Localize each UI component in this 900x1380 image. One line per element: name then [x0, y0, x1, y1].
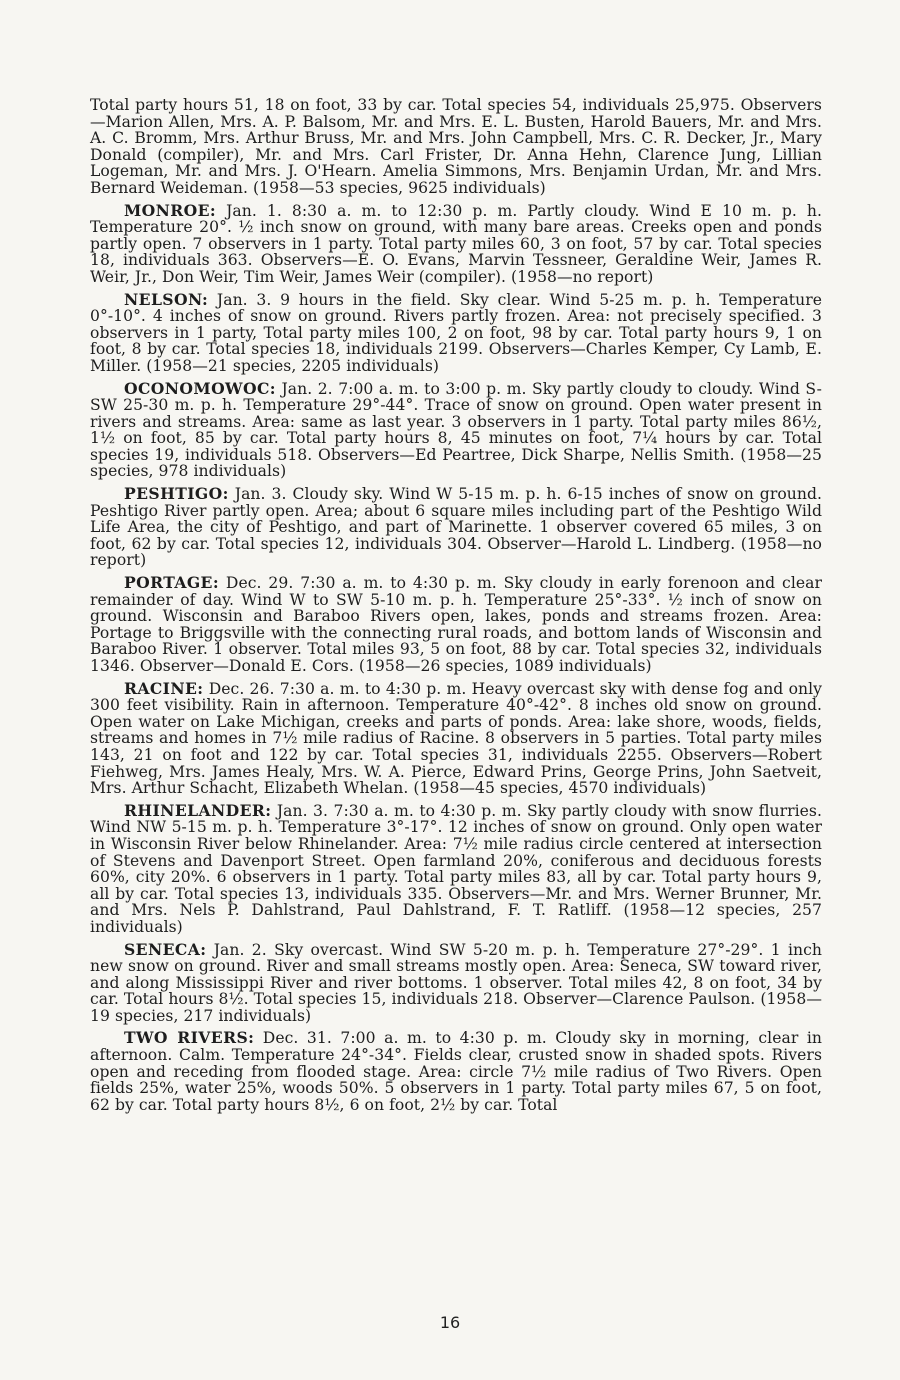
location-heading: TWO RIVERS:	[124, 1028, 255, 1048]
paragraph-monroe	[90, 200, 822, 286]
location-heading: RHINELANDER:	[124, 800, 272, 820]
location-heading: RACINE:	[124, 678, 204, 698]
paragraph-peshtigo	[90, 486, 822, 569]
paragraph-continuation	[90, 97, 822, 197]
location-heading: OCONOMOWOC:	[124, 378, 276, 398]
paragraph-text: Jan. 2. 7:00 a. m. to 3:00 p. m. Sky partly cloudy to cloudy. Wind S-SW 25-30 m. p. h. Temperature 29°-44°. Trace of snow on ground. Open water present in rivers and streams. Area: same as last year. 3 observers in 1 party. Total party miles 86½, 1½ on foot, 85 by car. Total party hours 8, 45 minutes on foot, 7¼ hours by car. Total species 19, individuals 518. Observers—Ed Peartree, Dick Sharpe, Nellis Smith. (1958—25 species, 978 individuals)	[90, 379, 822, 481]
location-heading: PESHTIGO:	[124, 484, 229, 504]
paragraph-portage	[90, 575, 822, 675]
paragraph-text: Jan. 3. Cloudy sky. Wind W 5-15 m. p. h. 6-15 inches of snow on ground. Peshtigo River partly open. Area; about 6 square miles including part of the Peshtigo Wild Life Area, the city of Peshtigo, and part of Marinette. 1 observer covered 65 miles, 3 on foot, 62 by car. Total species 12, individuals 304. Observer—Harold L. Lindberg. (1958—no report)	[90, 485, 822, 570]
paragraph-two-rivers	[90, 1030, 822, 1113]
paragraph-oconomowoc	[90, 378, 822, 481]
paragraph-text: Dec. 31. 7:00 a. m. to 4:30 p. m. Cloudy sky in morning, clear in afternoon. Calm. Temperature 24°-34°. Fields clear, crusted snow in shaded spots. Rivers open and receding from flooded stage. Area: circle 7½ mile radius of Two Rivers. Open fields 25%, water 25%, woods 50%. 5 observers in 1 party. Total party miles 67, 5 on foot, 62 by car. Total party hours 8½, 6 on foot, 2½ by car. Total	[90, 1029, 822, 1114]
location-heading: MONROE:	[124, 200, 217, 220]
paragraph-seneca	[90, 939, 822, 1025]
paragraph-nelson	[90, 289, 822, 375]
paragraph-text: Jan. 1. 8:30 a. m. to 12:30 p. m. Partly cloudy. Wind E 10 m. p. h. Temperature 20°. ½ inch snow on ground, with many bare areas. Creeks open and ponds partly open. 7 observers in 1 party. Total party miles 60, 3 on foot, 57 by car. Total species 18, individuals 363. Observers—E. O. Evans, Marvin Tessneer, Geraldine Weir, James R. Weir, Jr., Don Weir, Tim Weir, James Weir (compiler). (1958—no report)	[90, 201, 822, 286]
paragraph-rhinelander	[90, 800, 822, 936]
paragraph-text: Dec. 26. 7:30 a. m. to 4:30 p. m. Heavy overcast sky with dense fog and only 300 feet visibility. Rain in afternoon. Temperature 40°-42°. 8 inches old snow on ground. Open water on Lake Michigan, creeks and parts of ponds. Area: lake shore, woods, fields, streams and homes in 7½ mile radius of Racine. 8 observers in 5 parties. Total party miles 143, 21 on foot and 122 by car. Total species 31, individuals 2255. Observers—Robert Fiehweg, Mrs. James Healy, Mrs. W. A. Pierce, Edward Prins, George Prins, John Saetveit, Mrs. Arthur Schacht, Elizabeth Whelan. (1958—45 species, 4570 individuals)	[90, 679, 822, 798]
location-heading: PORTAGE:	[124, 573, 220, 593]
location-heading: NELSON:	[124, 289, 209, 309]
paragraph-racine	[90, 678, 822, 798]
paragraph-text: Jan. 3. 7:30 a. m. to 4:30 p. m. Sky partly cloudy with snow flurries. Wind NW 5-15 m. p. h. Temperature 3°-17°. 12 inches of snow on ground. Only open water in Wisconsin River below Rhinelander. Area: 7½ mile radius circle centered at intersection of Stevens and Davenport Street. Open farmland 20%, coniferous and deciduous forests 60%, city 20%. 6 observers in 1 party. Total party miles 83, all by car. Total party hours 9, all by car. Total species 13, individuals 335. Observers—Mr. and Mrs. Werner Brunner, Mr. and Mrs. Nels P. Dahlstrand, Paul Dahlstrand, F. T. Ratliff. (1958—12 species, 257 individuals)	[90, 801, 822, 936]
paragraph-text: Jan. 3. 9 hours in the field. Sky clear. Wind 5-25 m. p. h. Temperature 0°-10°. 4 inches of snow on ground. Rivers partly frozen. Area: not precisely specified. 3 observers in 1 party, Total party miles 100, 2 on foot, 98 by car. Total party hours 9, 1 on foot, 8 by car. Total species 18, individuals 2199. Observers—Charles Kemper, Cy Lamb, E. Miller. (1958—21 species, 2205 individuals)	[90, 290, 822, 375]
location-heading: SENECA:	[124, 939, 207, 959]
paragraph-text: Jan. 2. Sky overcast. Wind SW 5-20 m. p. h. Temperature 27°-29°. 1 inch new snow on ground. River and small streams mostly open. Area: Seneca, SW toward river, and along Mississippi River and river bottoms. 1 observer. Total miles 42, 8 on foot, 34 by car. Total hours 8½. Total species 15, individuals 218. Observer—Clarence Paulson. (1958—19 species, 217 individuals)	[90, 940, 822, 1025]
paragraph-text: Total party hours 51, 18 on foot, 33 by car. Total species 54, individuals 25,975. Observers—Marion Allen, Mrs. A. P. Balsom, Mr. and Mrs. E. L. Busten, Harold Bauers, Mr. and Mrs. A. C. Bromm, Mrs. Arthur Bruss, Mr. and Mrs. John Campbell, Mrs. C. R. Decker, Jr., Mary Donald (compiler), Mr. and Mrs. Carl Frister, Dr. Anna Hehn, Clarence Jung, Lillian Logeman, Mr. and Mrs. J. O'Hearn. Amelia Simmons, Mrs. Benjamin Urdan, Mr. and Mrs. Bernard Weideman. (1958—53 species, 9625 individuals)	[90, 96, 822, 197]
page-number: 16	[439, 1313, 461, 1332]
paragraph-text: Dec. 29. 7:30 a. m. to 4:30 p. m. Sky cloudy in early forenoon and clear remainder of day. Wind W to SW 5-10 m. p. h. Temperature 25°-33°. ½ inch of snow on ground. Wisconsin and Baraboo Rivers open, lakes, ponds and streams frozen. Area: Portage to Briggsville with the connecting rural roads, and bottom lands of Wisconsin and Baraboo River. 1 observer. Total miles 93, 5 on foot, 88 by car. Total species 32, individuals 1346. Observer—Donald E. Cors. (1958—26 species, 1089 individuals)	[90, 574, 822, 675]
